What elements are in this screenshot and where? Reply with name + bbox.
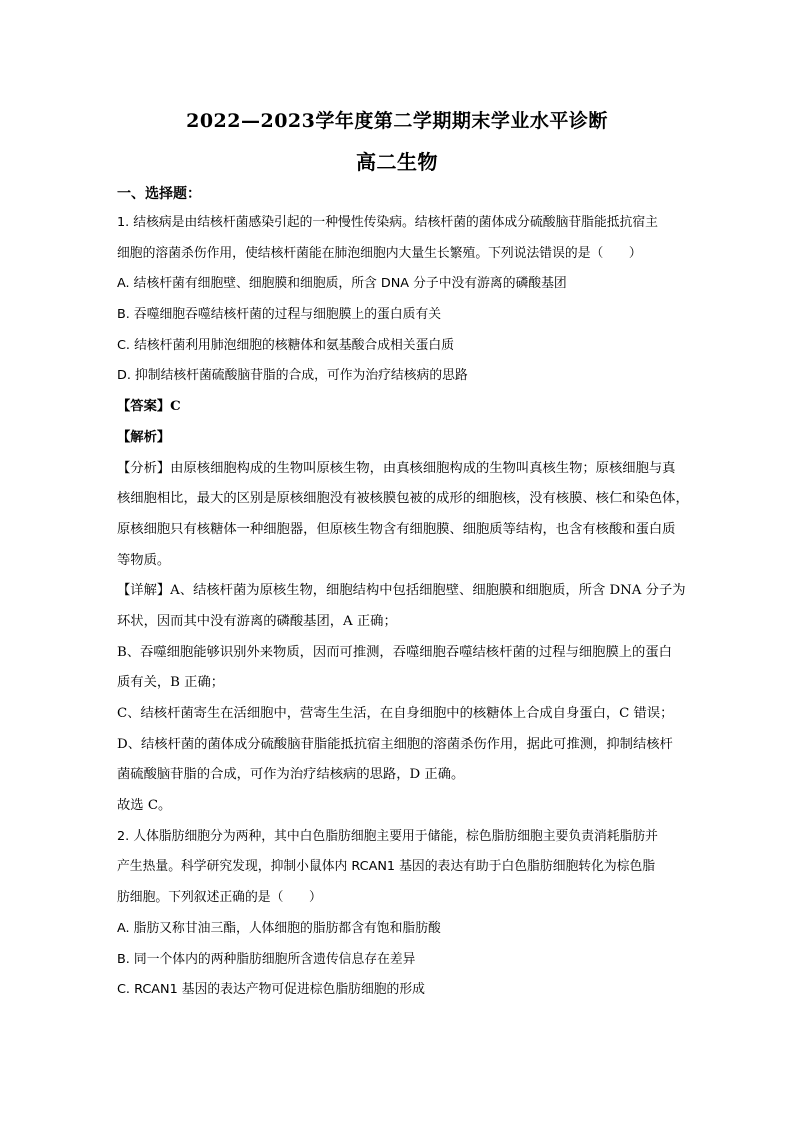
exam-subtitle: 高二生物: [356, 150, 438, 174]
q1-detail-line: B、吞噬细胞能够识别外来物质，因而可推测，吞噬细胞吞噬结核杆菌的过程与细胞膜上的蛋白: [117, 644, 672, 660]
q1-option-a: A. 结核杆菌有细胞壁、细胞膜和细胞质，所含 DNA 分子中没有游离的磷酸基团: [117, 276, 567, 292]
q1-detail-line: D、结核杆菌的菌体成分硫酸脑苷脂能抵抗宿主细胞的溶菌杀伤作用，据此可推测，抑制结核杆: [117, 736, 673, 752]
q1-answer: 【答案】C: [117, 399, 181, 415]
q1-option-b: B. 吞噬细胞吞噬结核杆菌的过程与细胞膜上的蛋白质有关: [117, 307, 442, 323]
document-body: [117, 208, 702, 1006]
question-2: [117, 822, 702, 1006]
q1-analysis-line: 【分析】由原核细胞构成的生物叫原核生物，由真核细胞构成的生物叫真核生物；原核细胞与真: [117, 460, 676, 476]
q1-detail-line: 【详解】A、结核杆菌为原核生物，细胞结构中包括细胞壁、细胞膜和细胞质，所含 DNA 分子为: [117, 583, 686, 599]
q1-option-c: C. 结核杆菌利用肺泡细胞的核糖体和氨基酸合成相关蛋白质: [117, 337, 454, 353]
q1-detail-line: C、结核杆菌寄生在活细胞中，营寄生生活，在自身细胞中的核糖体上合成自身蛋白，C 错误；: [117, 706, 674, 721]
exam-title: 2022—2023学年度第二学期期末学业水平诊断: [186, 110, 608, 132]
q1-detail-line: 环状，因而其中没有游离的磷酸基团，A 正确；: [117, 613, 397, 629]
q2-stem-line: 2. 人体脂肪细胞分为两种，其中白色脂肪细胞主要用于储能，棕色脂肪细胞主要负责消耗脂肪并: [117, 828, 658, 844]
q2-option-b: B. 同一个体内的两种脂肪细胞所含遗传信息存在差异: [117, 951, 416, 967]
q1-option-d: D. 抑制结核杆菌硫酸脑苷脂的合成，可作为治疗结核病的思路: [117, 368, 468, 384]
q1-analysis-line: 原核细胞只有核糖体一种细胞器，但原核生物含有细胞膜、细胞质等结构，也含有核酸和蛋白质: [117, 521, 676, 537]
section-heading: 一、选择题：: [117, 186, 201, 202]
q1-stem-line: 1. 结核病是由结核杆菌感染引起的一种慢性传染病。结核杆菌的菌体成分硫酸脑苷脂能抵抗宿主: [117, 215, 658, 230]
q2-option-a: A. 脂肪又称甘油三酯，人体细胞的脂肪都含有饱和脂肪酸: [117, 920, 441, 936]
q1-analysis-heading: 【解析】: [117, 429, 171, 445]
q1-detail-line: 菌硫酸脑苷脂的合成，可作为治疗结核病的思路，D 正确。: [117, 767, 465, 783]
question-1: [117, 208, 702, 822]
q2-option-c: C. RCAN1 基因的表达产物可促进棕色脂肪细胞的形成: [117, 982, 425, 998]
q1-detail-line: 质有关，B 正确；: [117, 675, 225, 691]
q1-analysis-line: 等物质。: [117, 552, 171, 568]
q1-conclusion: 故选 C。: [117, 798, 172, 814]
q2-stem-line: 产生热量。科学研究发现，抑制小鼠体内 RCAN1 基因的表达有助于白色脂肪细胞转化为棕色脂: [117, 859, 656, 875]
q1-analysis-line: 核细胞相比，最大的区别是原核细胞没有被核膜包被的成形的细胞核，没有核膜、核仁和染色体，: [117, 491, 689, 507]
q1-stem-line: 细胞的溶菌杀伤作用，使结核杆菌能在肺泡细胞内大量生长繁殖。下列说法错误的是（ ）: [117, 245, 642, 261]
q2-stem-line: 肪细胞。下列叙述正确的是（ ）: [117, 890, 322, 906]
